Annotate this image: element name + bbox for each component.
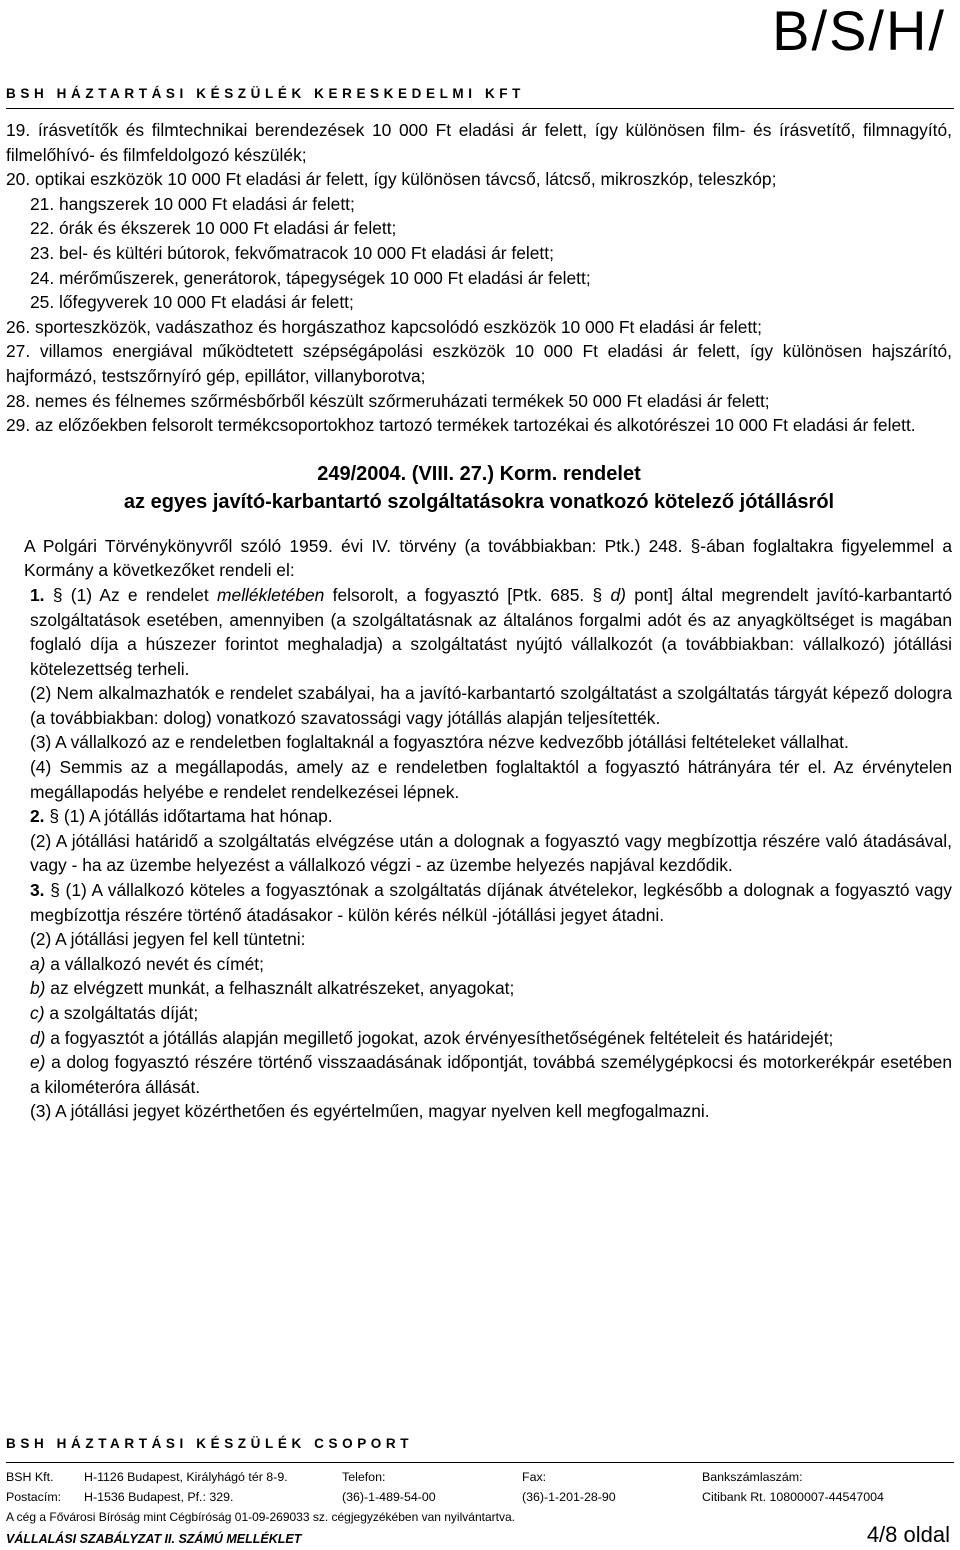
section-sign: § [49, 806, 60, 827]
para-text: (1) Az e rendelet [70, 584, 218, 605]
section-sign: § [592, 584, 603, 605]
section-number: 1. [30, 584, 45, 605]
list-item: 21. hangszerek 10 000 Ft eladási ár felett; [30, 193, 355, 214]
footer-company: BSH Kft. [6, 1470, 54, 1484]
footer-bank: Citibank Rt. 10800007-44547004 [702, 1490, 884, 1504]
enum-item [6, 952, 952, 977]
preamble-text-cont: -ában foglaltakra figyelemmel a Kormány a következőket rendeli el: [24, 535, 952, 581]
enum-text: a fogyasztót a jótállás alapján megillető jogokat, azok érvényesíthetőségének feltételeit és határidejét; [45, 1027, 834, 1048]
enum-text: a szolgáltatás díját; [44, 1003, 199, 1023]
enum-item [6, 1026, 952, 1051]
list-item: 26. sporteszközök, vadászathoz és horgászathoz kapcsolódó eszközök 10 000 Ft eladási ár felett; [6, 316, 762, 337]
section-3-para-1 [6, 878, 952, 927]
footer-divider [6, 1462, 954, 1463]
list-item: 27. villamos energiával működtetett szépségápolási eszközök 10 000 Ft eladási ár felett, így különösen hajszárító, hajformázó, testszőrnyíró gép, epillátor, villanyborotva; [6, 341, 952, 386]
footer-appendix: VÁLLALÁSI SZABÁLYZAT II. SZÁMÚ MELLÉKLET [6, 1532, 302, 1546]
preamble [6, 534, 952, 583]
list-item: 28. nemes és félnemes szőrmésbőrből készült szőrmeruházati termékek 50 000 Ft eladási ár felett; [6, 390, 770, 411]
footer-postal: H-1536 Budapest, Pf.: 329. [84, 1490, 234, 1504]
section-1-para-2: (2) Nem alkalmazhatók e rendelet szabályai, ha a javító-karbantartó szolgáltatást a szolgáltatás tárgyát képező dologra (a továbbiakban: dolog) vonatkozó szavatossági vagy jótállás alapján teljesítették. [30, 683, 952, 728]
enum-letter: a) [30, 953, 46, 974]
footer-phone-label: Telefon: [342, 1470, 386, 1484]
enum-item [6, 976, 952, 1001]
enum-item [6, 1050, 952, 1099]
section-sign: § [52, 584, 63, 605]
para-text: pont] által megrendelt javító-karbantartó szolgáltatások esetében, amennyiben (a szolgáltatásnak az általános forgalmi adót és az anyagköltséget is magában foglaló díja a húszezer forintot meghaladja) a szolgáltatást nyújtó vállalkozót (a továbbiakban: vállalkozó) jótállási kötelezettség terheli. [30, 584, 953, 679]
preamble-text: A Polgári Törvénykönyvről szóló 1959. évi IV. törvény (a továbbiakban: Ptk.) 248. [24, 535, 683, 556]
footer-registry: A cég a Fővárosi Bíróság mint Cégbíróság 01-09-269033 sz. cégjegyzékében van nyilvántartva. [6, 1510, 515, 1524]
list-item: 25. lőfegyverek 10 000 Ft eladási ár felett; [30, 292, 354, 313]
para-text: (1) A jótállás időtartama hat hónap. [63, 806, 333, 827]
para-text: (1) A vállalkozó köteles a fogyasztónak a szolgáltatás díjának átvételekor, legkésőbb a dolognak a fogyasztó vagy megbízottja részére történő átadásakor - külön kérés nélkül -jótállási jegyet átadni. [30, 880, 952, 925]
footer-phone: (36)-1-489-54-00 [342, 1490, 436, 1504]
section-1-para-4: (4) Semmis az a megállapodás, amely az e rendeletben foglaltaktól a fogyasztó hátrányára tér el. Az érvénytelen megállapodás helyébe e rendelet rendelkezései lépnek. [30, 757, 952, 802]
enum-text: a vállalkozó nevét és címét; [45, 953, 264, 974]
enum-item [6, 1001, 952, 1026]
footer-postal-label: Postacím: [6, 1490, 62, 1504]
section-2-para-2: (2) A jótállási határidő a szolgáltatás elvégzése után a dolognak a fogyasztó vagy megbízottja részére való átadásával, vagy - ha az üzembe helyezést a vállalkozó végzi - az üzembe helyezés napjával kezdődik. [30, 830, 952, 876]
list-item: 20. optikai eszközök 10 000 Ft eladási ár felett, így különösen távcső, látcső, mikroszkóp, teleszkóp; [6, 169, 777, 190]
section-1-para-1 [6, 583, 952, 681]
footer-fax: (36)-1-201-28-90 [522, 1490, 616, 1504]
section-number: 2. [30, 806, 45, 827]
document-body [6, 118, 952, 1124]
section-sign: § [690, 535, 701, 556]
para-italic: d) [610, 584, 626, 605]
list-item: 24. mérőműszerek, generátorok, tápegységek 10 000 Ft eladási ár felett; [30, 267, 591, 288]
footer-address: H-1126 Budapest, Királyhágó tér 8-9. [84, 1470, 288, 1484]
list-item: 19. írásvetítők és filmtechnikai berendezések 10 000 Ft eladási ár felett, így különösen film- és írásvetítő, filmnagyító, filmelőhívó- és filmfeldolgozó készülék; [6, 120, 952, 165]
enum-letter: b) [30, 978, 46, 999]
section-2-para-1 [6, 804, 952, 829]
para-italic: mellékletében [217, 584, 325, 605]
section-3-para-2: (2) A jótállási jegyen fel kell tüntetni: [30, 929, 306, 950]
footer-fax-label: Fax: [522, 1470, 547, 1484]
enum-letter: e) [30, 1052, 46, 1073]
para-text: felsorolt, a fogyasztó [Ptk. 685. [324, 584, 593, 605]
page-number: 4/8 oldal [866, 1522, 950, 1547]
list-item: 23. bel- és kültéri bútorok, fekvőmatracok 10 000 Ft eladási ár felett; [30, 242, 554, 263]
company-logo: B/S/H/ [772, 0, 946, 62]
section-number: 3. [30, 880, 45, 901]
enum-text: az elvégzett munkát, a felhasznált alkatrészeket, anyagokat; [45, 978, 515, 999]
enum-letter: d) [30, 1027, 46, 1048]
section-sign: § [50, 880, 60, 901]
footer-group-name: BSH HÁZTARTÁSI KÉSZÜLÉK CSOPORT [6, 1436, 414, 1451]
enum-text: a dolog fogyasztó részére történő visszaadásának időpontját, továbbá személygépkocsi és motorkerékpár esetében a kilométeróra állását. [30, 1052, 952, 1097]
decree-title: az egyes javító-karbantartó szolgáltatásokra vonatkozó kötelező jótállásról [123, 490, 835, 513]
footer-bank-label: Bankszámlaszám: [702, 1470, 803, 1484]
section-3-para-3: (3) A jótállási jegyet közérthetően és egyértelműen, magyar nyelven kell megfogalmazni. [30, 1101, 710, 1122]
list-item: 29. az előzőekben felsorolt termékcsoportokhoz tartozó termékek tartozékai és alkotórészei 10 000 Ft eladási ár felett. [6, 415, 916, 436]
header-divider [6, 108, 954, 109]
company-name: BSH HÁZTARTÁSI KÉSZÜLÉK KERESKEDELMI KFT [6, 86, 526, 101]
list-item: 22. órák és ékszerek 10 000 Ft eladási ár felett; [30, 218, 397, 239]
section-1-para-3: (3) A vállalkozó az e rendeletben foglaltaknál a fogyasztóra nézve kedvezőbb jótállási feltételeket vállalhat. [30, 732, 849, 753]
enum-letter: c) [30, 1003, 45, 1023]
decree-number: 249/2004. (VIII. 27.) Korm. rendelet [317, 462, 641, 485]
